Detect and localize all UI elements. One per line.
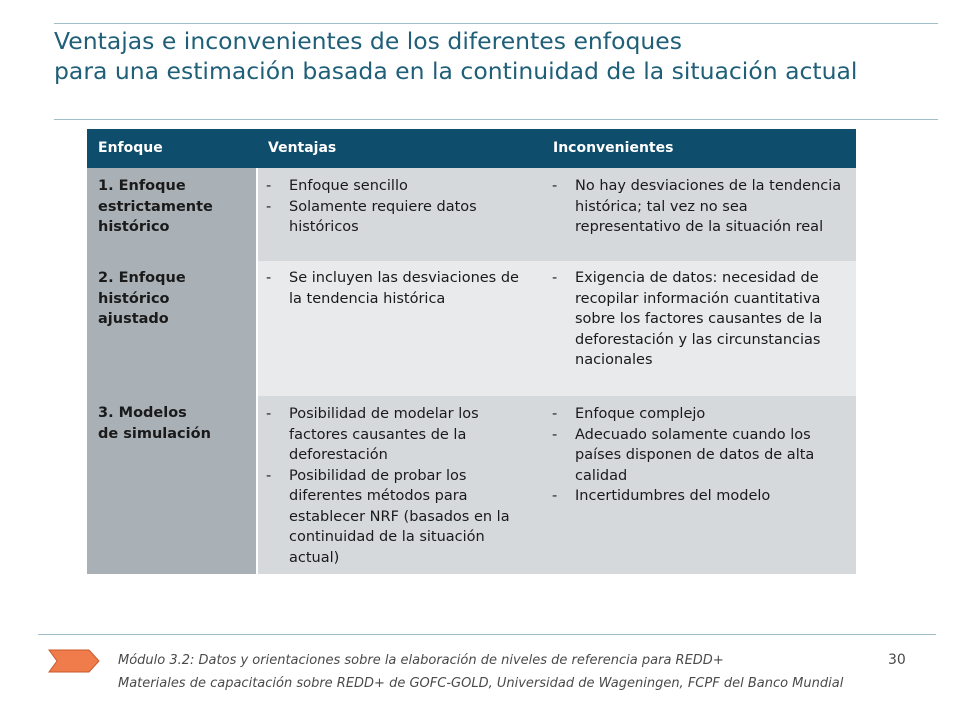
list-item: - Enfoque sencillo [258,176,528,197]
list-item: - Incertidumbres del modelo [544,486,850,507]
disadvantages-list [544,176,850,238]
header-advantages: Ventajas [268,140,337,156]
list-item: - Adecuado solamente cuando los países disponen de datos de alta calidad [544,425,850,487]
list-item: - Exigencia de datos: necesidad de recopilar información cuantitativa sobre los factores causantes de la deforestación y las circunstancias nacionales [544,268,850,371]
page-number: 30 [888,652,906,668]
advantages-list [258,268,528,309]
footer-credits-text: Materiales de capacitación sobre REDD+ de GOFC-GOLD, Universidad de Wageningen, FCPF del Banco Mundial [118,676,844,691]
approach-label-1: 1. Enfoque estrictamente histórico [98,178,213,235]
disadvantages-list [544,268,850,371]
header-approach: Enfoque [98,140,163,156]
title-line-2: para una estimación basada en la continuidad de la situación actual [54,57,858,85]
approach-label-3: 3. Modelos de simulación [98,405,211,442]
list-item: - Enfoque complejo [544,404,850,425]
slide-title [54,26,944,86]
table-row [258,396,856,574]
advantages-list [258,404,528,568]
list-item: - Se incluyen las desviaciones de la tendencia histórica [258,268,528,309]
advantages-list [258,176,528,238]
footer-rule [38,634,936,635]
title-line-1: Ventajas e inconvenientes de los diferentes enfoques [54,27,682,55]
table-header [87,129,856,168]
list-item: - Posibilidad de probar los diferentes métodos para establecer NRF (basados en la continuidad de la situación actual) [258,466,528,569]
approach-column [87,168,256,574]
chevron-arrow-icon [47,648,101,674]
footer-module-text: Módulo 3.2: Datos y orientaciones sobre la elaboración de niveles de referencia para REDD+ [118,653,724,668]
list-item: - No hay desviaciones de la tendencia histórica; tal vez no sea representativo de la situación real [544,176,850,238]
table-row [258,168,856,261]
table-row [258,261,856,396]
approach-label-2: 2. Enfoque histórico ajustado [98,270,186,327]
top-rule [54,23,938,24]
disadvantages-list [544,404,850,507]
list-item: - Posibilidad de modelar los factores causantes de la deforestación [258,404,528,466]
title-underline [54,119,938,120]
list-item: - Solamente requiere datos históricos [258,197,528,238]
header-disadvantages: Inconvenientes [553,140,674,156]
